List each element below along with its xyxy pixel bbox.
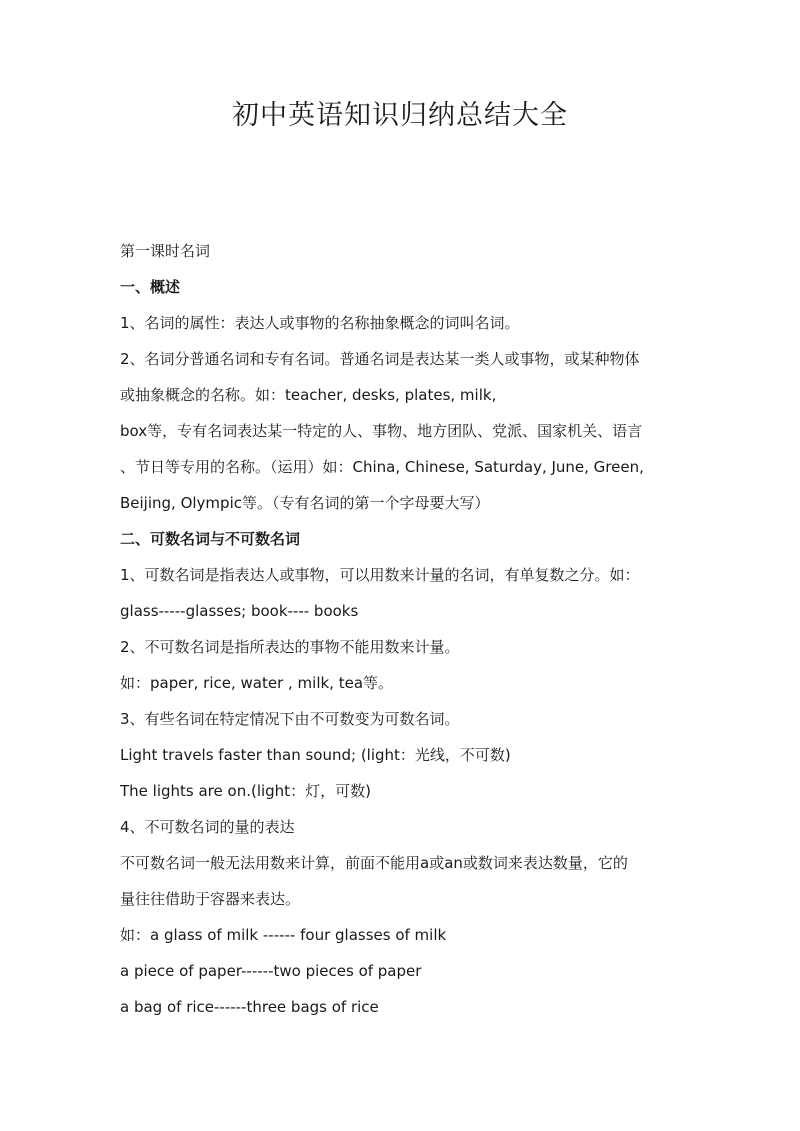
example-line: glass-----glasses; book---- books: [120, 602, 359, 620]
paragraph-line: 2、名词分普通名词和专有名词。普通名词是表达某一类人或事物，或某种物体: [120, 350, 640, 368]
example-line: 如：paper, rice, water , milk, tea等。: [120, 674, 394, 692]
paragraph-line: 1、名词的属性：表达人或事物的名称抽象概念的词叫名词。: [120, 314, 520, 332]
example-line: 如：a glass of milk ------ four glasses of milk: [120, 926, 447, 944]
lesson-heading: 第一课时名词: [120, 242, 211, 260]
paragraph-line: 、节日等专用的名称。（运用）如：China, Chinese, Saturday, June, Green,: [120, 458, 644, 476]
document-title: 初中英语知识归纳总结大全: [232, 100, 568, 131]
paragraph-line: 或抽象概念的名称。如：teacher, desks, plates, milk,: [120, 386, 497, 404]
section-heading-overview: 一、概述: [120, 278, 181, 296]
example-line: a bag of rice------three bags of rice: [120, 998, 379, 1016]
section-heading-countable: 二、可数名词与不可数名词: [120, 530, 301, 548]
paragraph-line: box等，专有名词表达某一特定的人、事物、地方团队、党派、国家机关、语言: [120, 422, 643, 440]
paragraph-line: 不可数名词一般无法用数来计算，前面不能用a或an或数词来表达数量，它的: [120, 854, 628, 872]
paragraph-line: 1、可数名词是指表达人或事物，可以用数来计量的名词，有单复数之分。如：: [120, 566, 640, 584]
paragraph-line: 4、不可数名词的量的表达: [120, 818, 295, 836]
example-line: The lights are on.(light：灯，可数): [120, 782, 371, 800]
example-line: a piece of paper------two pieces of paper: [120, 962, 422, 980]
paragraph-line: 量往往借助于容器来表达。: [120, 890, 301, 908]
document-body: [120, 233, 685, 1025]
paragraph-line: 2、不可数名词是指所表达的事物不能用数来计量。: [120, 638, 460, 656]
paragraph-line: Beijing, Olympic等。（专有名词的第一个字母要大写）: [120, 494, 490, 512]
paragraph-line: 3、有些名词在特定情况下由不可数变为可数名词。: [120, 710, 460, 728]
example-line: Light travels faster than sound; (light：光线，不可数): [120, 746, 511, 764]
